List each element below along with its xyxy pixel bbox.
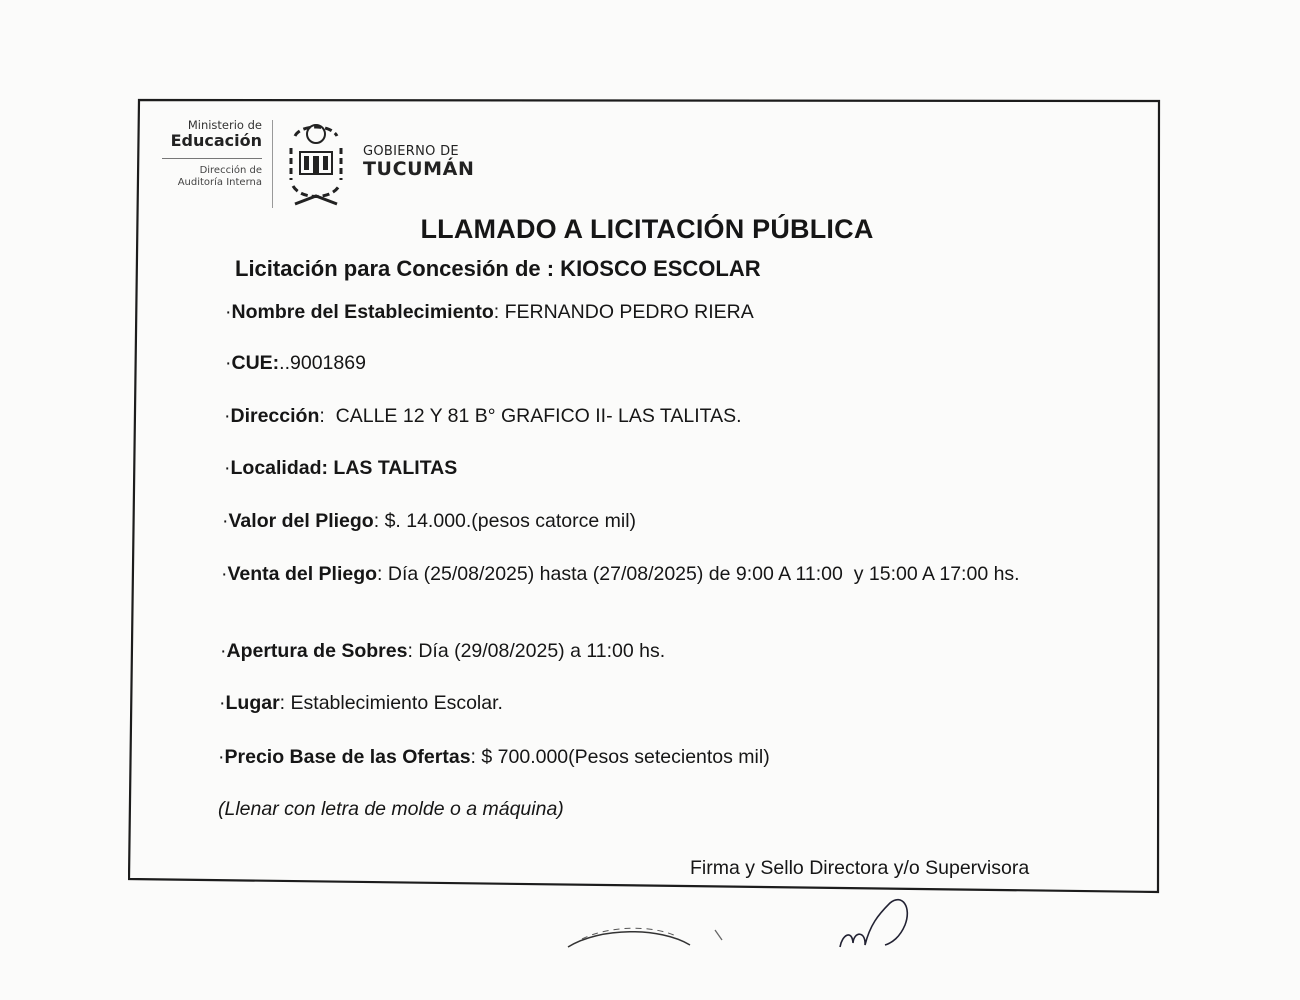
field-value: Día (25/08/2025) hasta (27/08/2025) de 9:00 A 11:00 y 15:00 A 17:00 hs.	[387, 563, 1020, 585]
field-label: Localidad: LAS TALITAS	[230, 457, 458, 479]
field-value: ..9001869	[279, 352, 366, 374]
field-label: Dirección	[230, 405, 320, 427]
document-title: LLAMADO A LICITACIÓN PÚBLICA	[420, 214, 874, 244]
field-cue: ·CUE:..9001869	[225, 352, 366, 374]
logo-separator	[272, 120, 273, 208]
signature-label: Firma y Sello Directora y/o Supervisora	[690, 857, 1030, 879]
tucuman-seal-icon	[283, 118, 349, 210]
field-sep: :	[377, 563, 388, 585]
ministerio-logo	[142, 118, 262, 189]
ministerio-de-text: Ministerio de	[187, 118, 262, 132]
fill-instructions-note: (Llenar con letra de molde o a máquina)	[218, 798, 564, 820]
field-precio: ·Precio Base de las Ofertas: $ 700.000(Pesos setecientos mil)	[218, 746, 770, 768]
field-label: CUE:	[231, 352, 280, 374]
field-label: Venta del Pliego	[227, 563, 378, 585]
field-venta: ·Venta del Pliego: Día (25/08/2025) hasta (27/08/2025) de 9:00 A 11:00 y 15:00 A 17:00 hs.	[221, 563, 1020, 585]
field-value: Establecimiento Escolar.	[290, 692, 503, 714]
gobierno-logo-text	[363, 144, 474, 179]
field-label: Valor del Pliego	[228, 510, 374, 532]
tucuman-text: TUCUMÁN	[363, 158, 475, 180]
field-sep: :	[373, 510, 385, 532]
field-apertura: ·Apertura de Sobres: Día (29/08/2025) a 11:00 hs.	[220, 640, 666, 662]
field-direccion: ·Dirección: CALLE 12 Y 81 B° GRAFICO II- LAS TALITAS.	[224, 405, 742, 427]
field-localidad: ·Localidad: LAS TALITAS	[224, 457, 458, 479]
auditoria-text: Auditoría Interna	[177, 177, 262, 188]
field-value: CALLE 12 Y 81 B° GRAFICO II- LAS TALITAS.	[335, 405, 742, 427]
field-value: Día (29/08/2025) a 11:00 hs.	[418, 640, 666, 662]
field-sep: :	[407, 640, 419, 662]
field-label: Lugar	[225, 692, 280, 714]
field-lugar: ·Lugar: Establecimiento Escolar.	[219, 692, 503, 714]
notice-frame	[128, 98, 1159, 892]
field-value: FERNANDO PEDRO RIERA	[504, 301, 754, 323]
document-subtitle: Licitación para Concesión de : KIOSCO ESCOLAR	[235, 256, 761, 281]
logo-divider	[162, 158, 262, 159]
field-value: $ 700.000(Pesos setecientos mil)	[481, 746, 770, 768]
field-label: Nombre del Establecimiento	[231, 301, 494, 323]
field-label: Apertura de Sobres	[226, 640, 408, 662]
stamp-and-signature-fragment	[560, 895, 940, 955]
direccion-text: Dirección de	[199, 165, 262, 176]
field-valor: ·Valor del Pliego: $. 14.000.(pesos catorce mil)	[222, 510, 637, 532]
field-nombre: ·Nombre del Establecimiento: FERNANDO PEDRO RIERA	[225, 301, 754, 323]
field-sep: :	[279, 692, 291, 714]
gobierno-de-text: GOBIERNO DE	[363, 144, 459, 159]
field-sep: :	[319, 405, 336, 427]
field-sep: :	[470, 746, 482, 768]
field-value: $. 14.000.(pesos catorce mil)	[384, 510, 637, 532]
field-label: Precio Base de las Ofertas	[224, 746, 471, 768]
educacion-text: Educación	[170, 131, 262, 150]
field-sep: :	[493, 301, 505, 323]
